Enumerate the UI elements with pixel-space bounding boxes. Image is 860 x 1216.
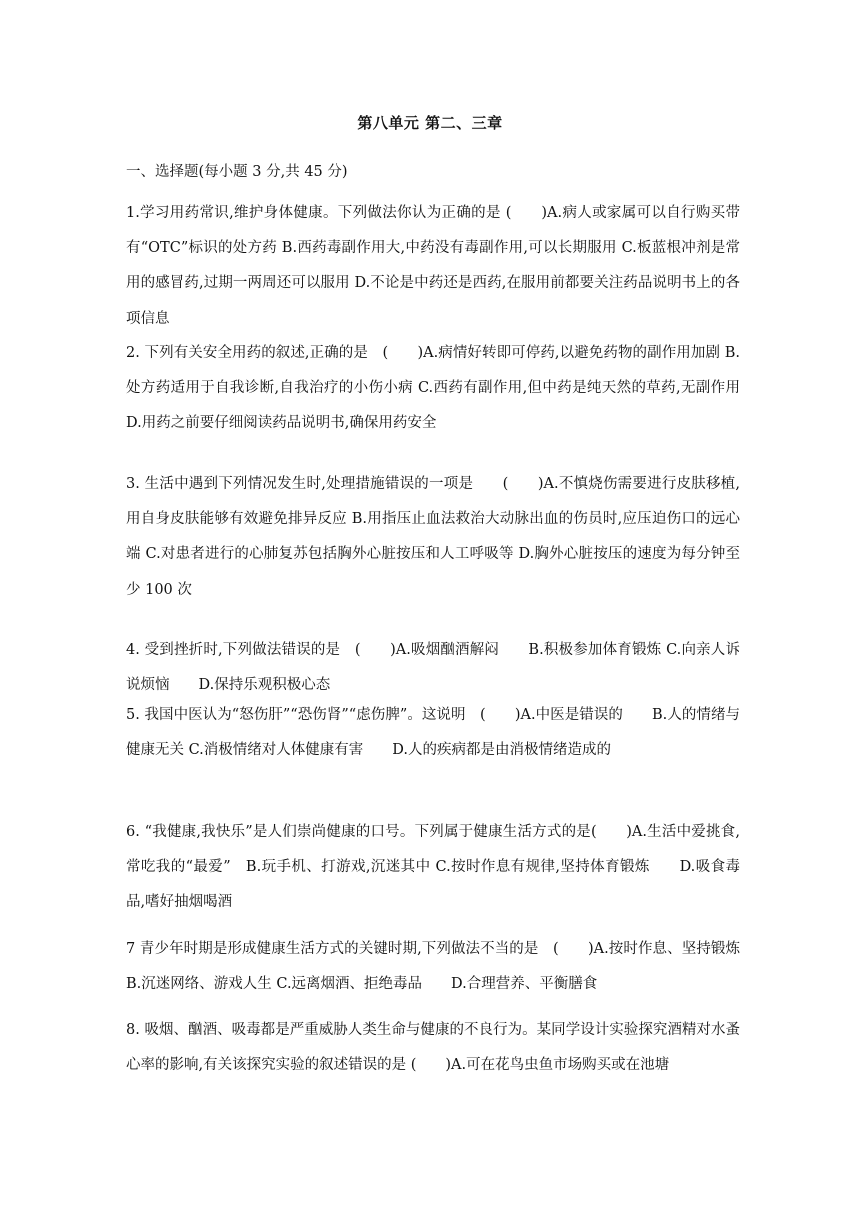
- question-7: 7 青少年时期是形成健康生活方式的关键时期,下列做法不当的是 ( )A.按时作息、坚持锻炼 B.沉迷网络、游戏人生 C.远离烟酒、拒绝毒品 D.合理营养、平衡膳食: [126, 941, 755, 993]
- question-3: 3. 生活中遇到下列情况发生时,处理措施错误的一项是 ( )A.不慎烧伤需要进行皮肤移植,用自身皮肤能够有效避免排异反应 B.用指压止血法救治大动脉出血的伤员时,应压迫伤口的远心端 C.对患者进行的心肺复苏包括胸外心脏按压和人工呼吸等 D.胸外心脏按压的速度为每分钟至少 100 次: [126, 476, 740, 598]
- question-4: 4. 受到挫折时,下列做法错误的是 ( )A.吸烟酗酒解闷 B.积极参加体育锻炼 C.向亲人诉说烦恼 D.保持乐观积极心态: [126, 642, 740, 694]
- question-8: 8. 吸烟、酗酒、吸毒都是严重威胁人类生命与健康的不良行为。某同学设计实验探究酒精对水蚤心率的影响,有关该探究实验的叙述错误的是 ( )A.可在花鸟虫鱼市场购买或在池塘: [126, 1022, 740, 1074]
- question-6: 6. “我健康,我快乐”是人们崇尚健康的口号。下列属于健康生活方式的是( )A.生活中爱挑食,常吃我的“最爱” B.玩手机、打游戏,沉迷其中 C.按时作息有规律,坚持体育锻炼 D.吸食毒品,嗜好抽烟喝酒: [126, 824, 740, 911]
- question-2: 2. 下列有关安全用药的叙述,正确的是 ( )A.病情好转即可停药,以避免药物的副作用加剧 B.处方药适用于自我诊断,自我治疗的小伤小病 C.西药有副作用,但中药是纯天然的草药,无副作用 D.用药之前要仔细阅读药品说明书,确保用药安全: [126, 345, 740, 432]
- question-1: 1.学习用药常识,维护身体健康。下列做法你认为正确的是 ( )A.病人或家属可以自行购买带有“OTC”标识的处方药 B.西药毒副作用大,中药没有毒副作用,可以长期服用 C.板蓝根冲剂是常用的感冒药,过期一两周还可以服用 D.不论是中药还是西药,在服用前都要关注药品说明书上的各项信息: [126, 205, 740, 327]
- section-header: 一、选择题(每小题 3 分,共 45 分): [126, 164, 348, 180]
- question-5: 5. 我国中医认为“怒伤肝”“恐伤肾”“虑伤脾”。这说明 ( )A.中医是错误的 B.人的情绪与健康无关 C.消极情绪对人体健康有害 D.人的疾病都是由消极情绪造成的: [126, 707, 740, 759]
- document-title: 第八单元 第二、三章: [357, 114, 503, 132]
